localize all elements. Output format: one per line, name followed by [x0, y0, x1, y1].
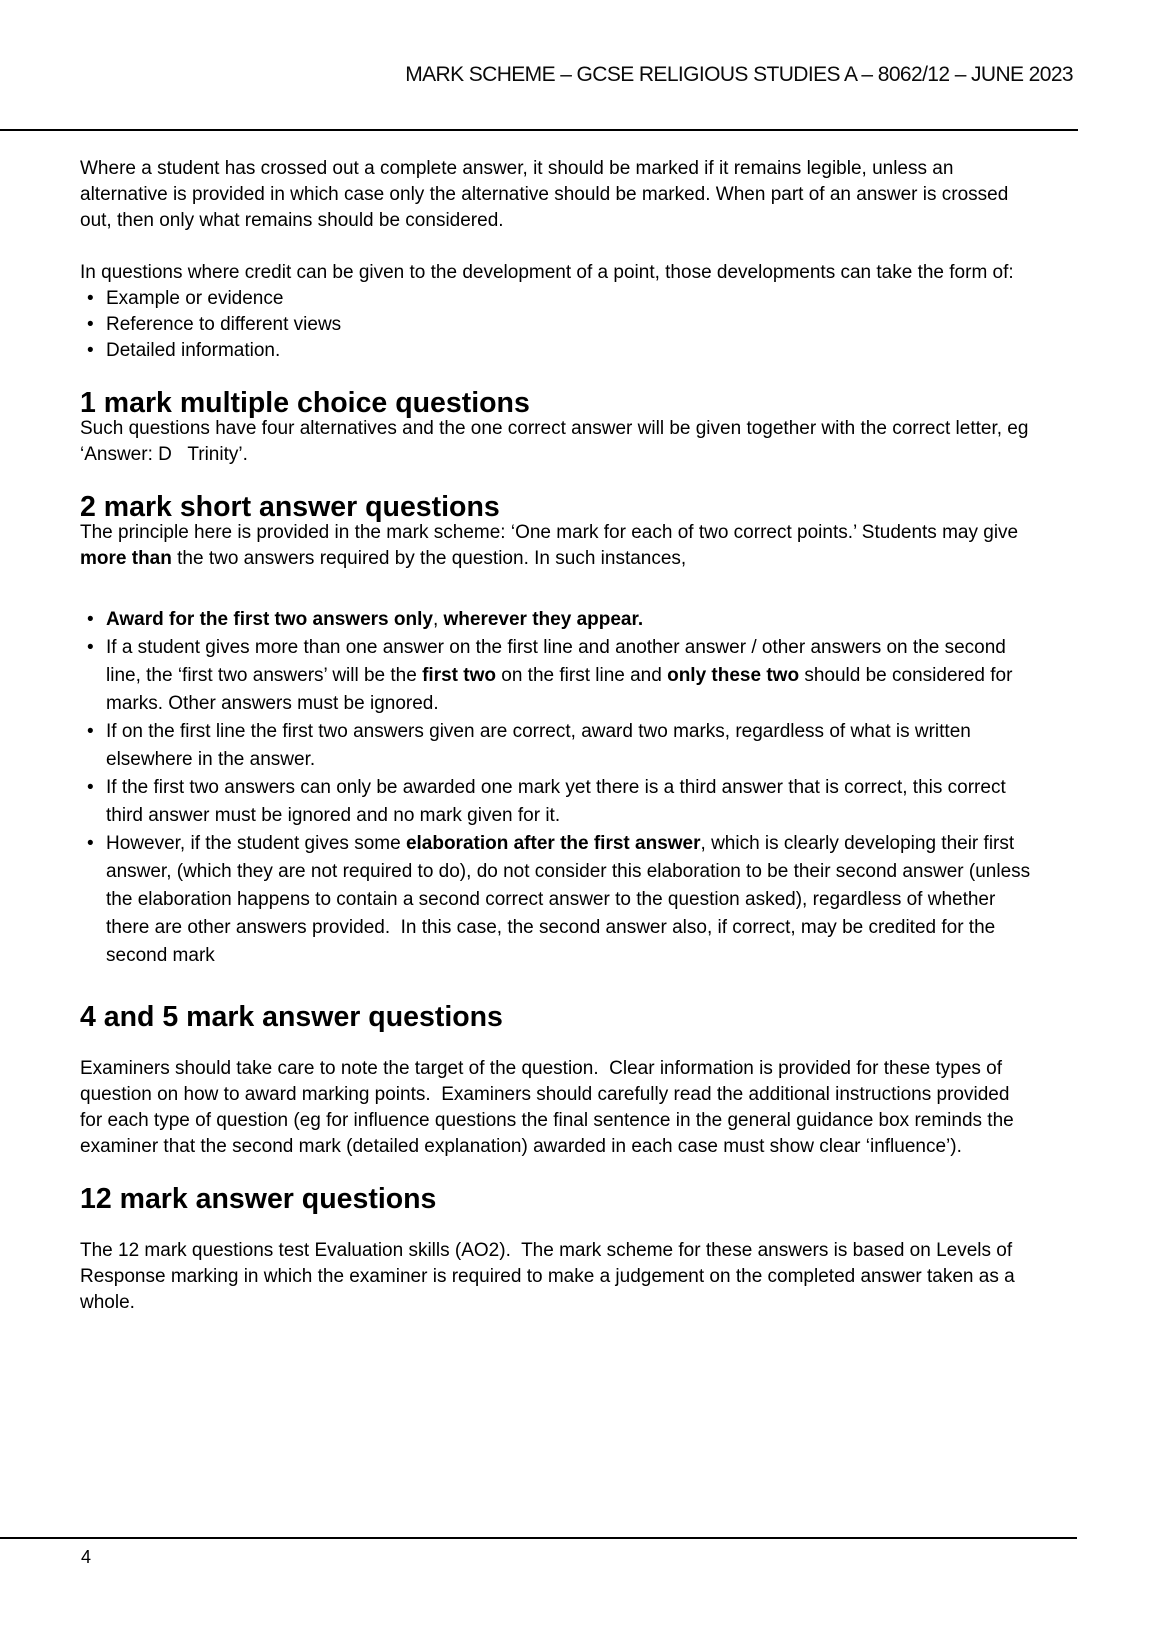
paragraph-12-mark-questions: The 12 mark questions test Evaluation skills (AO2). The mark scheme for these answers is based on Levels of Response marking in which the examiner is required to make a judgement on the completed answer taken as a whole. [80, 1240, 1020, 1313]
heading-1-mark-questions: 1 mark multiple choice questions [80, 387, 530, 419]
page-number: 4 [81, 1547, 92, 1567]
paragraph-4-5-mark-questions: Examiners should take care to note the target of the question. Clear information is provided for these types of question on how to award marking points. Examiners should carefully read the additional instructions provided for each type of question (eg for influence questions the final sentence in the general guidance box reminds the examiner that the second mark (detailed explanation) awarded in each case must show clear ‘influence’). [80, 1058, 1019, 1157]
bullet-item-example-evidence: • Example or evidence [80, 286, 1036, 312]
paragraph-1-mark-questions: Such questions have four alternatives and the one correct answer will be given together with the correct letter, eg ‘Answer: D Trinity’. [80, 418, 1034, 465]
document-body [80, 156, 1036, 1342]
paragraph-2-mark-questions: The principle here is provided in the mark scheme: ‘One mark for each of two correct points.’ Students may give more than the two answers required by the question. In such instances, [80, 522, 1024, 569]
bullet-item-detailed-information: • Detailed information. [80, 338, 1036, 364]
heading-2-mark-questions: 2 mark short answer questions [80, 491, 500, 523]
bullet-item-third-answer-ignored: • If the first two answers can only be awarded one mark yet there is a third answer that is correct, this correct third answer must be ignored and no mark given for it. [80, 774, 1036, 830]
bullet-item-award-first-two: • Award for the first two answers only, wherever they appear. [80, 606, 1036, 634]
paragraph-crossed-out-answers: Where a student has crossed out a complete answer, it should be marked if it remains legible, unless an alternative is provided in which case only the alternative should be marked. When part of an answer is crossed out, then only what remains should be considered. [80, 158, 1014, 231]
bullet-item-more-than-one-answer: • If a student gives more than one answer on the first line and another answer / other answers on the second line, the ‘first two answers’ will be the first two on the first line and only these two should be considered for marks. Other answers must be ignored. [80, 634, 1036, 718]
bullet-item-reference-views: • Reference to different views [80, 312, 1036, 338]
page-header-title: MARK SCHEME – GCSE RELIGIOUS STUDIES A – 8062/12 – JUNE 2023 [405, 63, 1073, 86]
header-rule [0, 129, 1078, 131]
bullet-item-elaboration: • However, if the student gives some elaboration after the first answer, which is clearly developing their first answer, (which they are not required to do), do not consider this elaboration to be their second answer (unless the elaboration happens to contain a second correct answer to the question asked), regardless of whether there are other answers provided. In this case, the second answer also, if correct, may be credited for the second mark [80, 830, 1036, 970]
heading-12-mark-questions: 12 mark answer questions [80, 1183, 437, 1215]
heading-4-5-mark-questions: 4 and 5 mark answer questions [80, 1001, 503, 1033]
paragraph-development-intro: In questions where credit can be given to the development of a point, those developments can take the form of: [80, 262, 1014, 283]
development-bullet-list [80, 286, 1036, 364]
bullet-item-first-two-correct: • If on the first line the first two answers given are correct, award two marks, regardless of what is written elsewhere in the answer. [80, 718, 1036, 774]
footer-rule [0, 1537, 1077, 1539]
marking-rules-bullet-list [80, 606, 1036, 970]
